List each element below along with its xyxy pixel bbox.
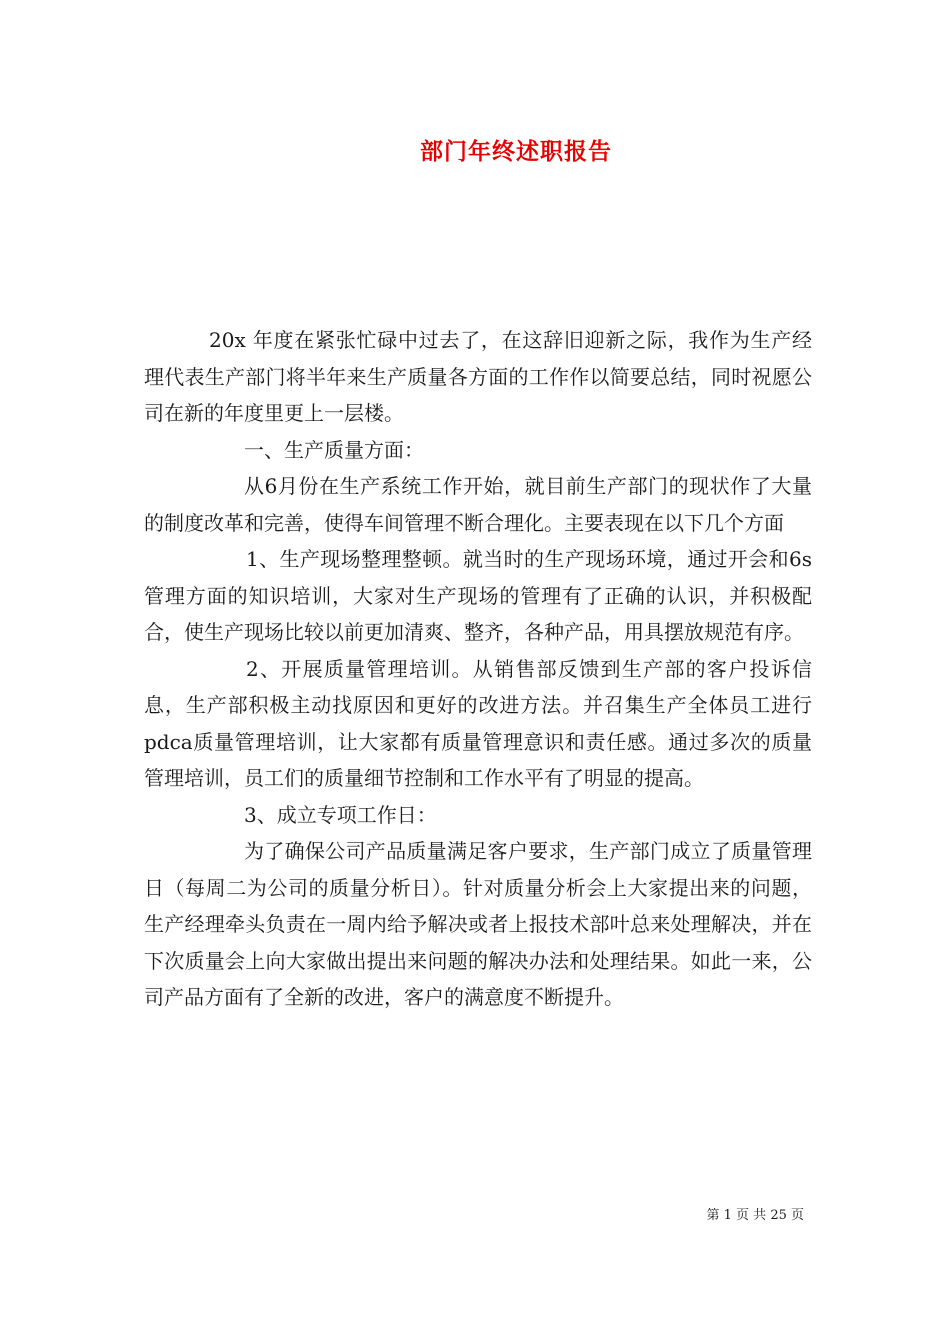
paragraph-intro: 20x 年度在紧张忙碌中过去了，在这辞旧迎新之际，我作为生产经理代表生产部门将半年来生产质量各方面的工作作以简要总结，同时祝愿公司在新的年度里更上一层楼。 [144, 328, 812, 425]
paragraph-overview: 从6月份在生产系统工作开始，就目前生产部门的现状作了大量的制度改革和完善，使得车间管理不断合理化。主要表现在以下几个方面 [144, 474, 812, 535]
document-title: 部门年终述职报告 [420, 138, 612, 165]
paragraph-item-3-body: 为了确保公司产品质量满足客户要求，生产部门成立了质量管理日（每周二为公司的质量分析日）。针对质量分析会上大家提出来的问题，生产经理牵头负责在一周内给予解决或者上报技术部叶总来处理解决，并在下次质量会上向大家做出提出来问题的解决办法和处理结果。如此一来，公司产品方面有了全新的改进，客户的满意度不断提升。 [144, 839, 812, 1009]
document-body [144, 322, 812, 1016]
paragraph-item-1: 1、生产现场整理整顿。就当时的生产现场环境，通过开会和6s管理方面的知识培训，大家对生产现场的管理有了正确的认识，并积极配合，使生产现场比较以前更加清爽、整齐，各种产品，用具摆放规范有序。 [144, 547, 812, 644]
paragraph-item-2: 2、开展质量管理培训。从销售部反馈到生产部的客户投诉信息，生产部积极主动找原因和更好的改进方法。并召集生产全体员工进行pdca质量管理培训，让大家都有质量管理意识和责任感。通过多次的质量管理培训，员工们的质量细节控制和工作水平有了明显的提高。 [144, 656, 812, 790]
section-heading-quality: 一、生产质量方面： [244, 437, 424, 462]
page-number-footer: 第 1 页 共 25 页 [706, 1208, 804, 1223]
paragraph-item-3-heading: 3、成立专项工作日： [244, 802, 437, 827]
